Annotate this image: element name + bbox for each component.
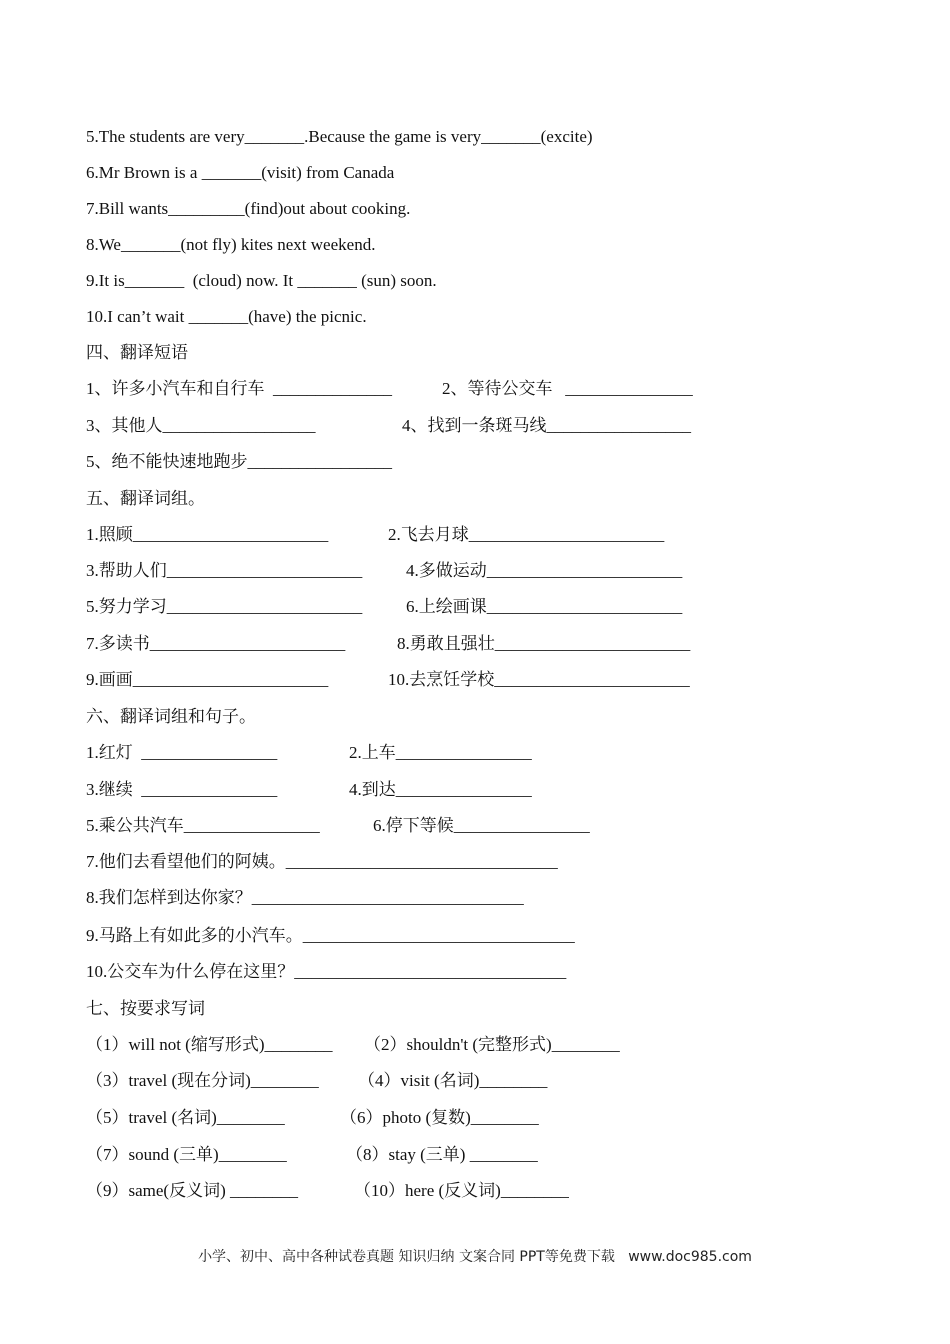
- phrase-item: 7.多读书_______________________: [86, 634, 346, 653]
- word-form-item: （4）visit (名词)________: [358, 1071, 548, 1090]
- question-5: 5.The students are very_______.Because the game is very_______(excite): [86, 127, 593, 146]
- phrase-item: 3、其他人__________________: [86, 416, 316, 435]
- word-form-item: （3）travel (现在分词)________: [86, 1071, 319, 1090]
- question-8: 8.We_______(not fly) kites next weekend.: [86, 235, 376, 254]
- sentence-item: 8.我们怎样到达你家？________________________________: [86, 888, 524, 907]
- word-form-item: （7）sound (三单)________: [86, 1145, 287, 1164]
- phrase-item: 5、绝不能快速地跑步_________________: [86, 452, 392, 471]
- sentence-item: 7.他们去看望他们的阿姨。________________________________: [86, 852, 558, 871]
- phrase-item: 2.飞去月球_______________________: [388, 525, 665, 544]
- phrase-item: 1.红灯 ________________: [86, 743, 278, 762]
- phrase-item: 5.乘公共汽车________________: [86, 816, 320, 835]
- word-form-item: （2）shouldn't (完整形式)________: [364, 1035, 620, 1054]
- phrase-item: 1、许多小汽车和自行车 ______________: [86, 379, 392, 398]
- phrase-item: 4.到达________________: [349, 780, 532, 799]
- sentence-item: 10.公交车为什么停在这里？________________________________: [86, 962, 567, 981]
- phrase-item: 10.去烹饪学校_______________________: [388, 670, 690, 689]
- phrase-item: 6.上绘画课_______________________: [406, 597, 683, 616]
- phrase-item: 9.画画_______________________: [86, 670, 329, 689]
- phrase-item: 2.上车________________: [349, 743, 532, 762]
- section-seven-heading: 七、按要求写词: [86, 999, 205, 1018]
- phrase-item: 4、找到一条斑马线_________________: [402, 416, 691, 435]
- word-form-item: （9）same(反义词) ________: [86, 1181, 299, 1200]
- question-6: 6.Mr Brown is a _______(visit) from Canada: [86, 163, 395, 182]
- question-7: 7.Bill wants_________(find)out about cooking.: [86, 199, 411, 218]
- word-form-item: （6）photo (复数)________: [340, 1108, 539, 1127]
- section-four-heading: 四、翻译短语: [86, 343, 188, 362]
- question-9: 9.It is_______ (cloud) now. It _______ (sun) soon.: [86, 271, 437, 290]
- section-five-heading: 五、翻译词组。: [86, 489, 205, 508]
- phrase-item: 1.照顾_______________________: [86, 525, 329, 544]
- phrase-item: 3.继续 ________________: [86, 780, 278, 799]
- phrase-item: 3.帮助人们_______________________: [86, 561, 363, 580]
- word-form-item: （10）here (反义词)________: [354, 1181, 569, 1200]
- phrase-item: 2、等待公交车 _______________: [442, 379, 693, 398]
- sentence-item: 9.马路上有如此多的小汽车。________________________________: [86, 926, 575, 945]
- word-form-item: （1）will not (缩写形式)________: [86, 1035, 333, 1054]
- word-form-item: （8）stay (三单) ________: [346, 1145, 538, 1164]
- page-footer: 小学、初中、高中各种试卷真题 知识归纳 文案合同 PPT等免费下载 www.doc985.com: [198, 1249, 752, 1265]
- phrase-item: 4.多做运动_______________________: [406, 561, 683, 580]
- phrase-item: 5.努力学习_______________________: [86, 597, 363, 616]
- phrase-item: 8.勇敢且强壮_______________________: [397, 634, 691, 653]
- phrase-item: 6.停下等候________________: [373, 816, 590, 835]
- question-10: 10.I can’t wait _______(have) the picnic.: [86, 307, 367, 326]
- section-six-heading: 六、翻译词组和句子。: [86, 707, 256, 726]
- word-form-item: （5）travel (名词)________: [86, 1108, 285, 1127]
